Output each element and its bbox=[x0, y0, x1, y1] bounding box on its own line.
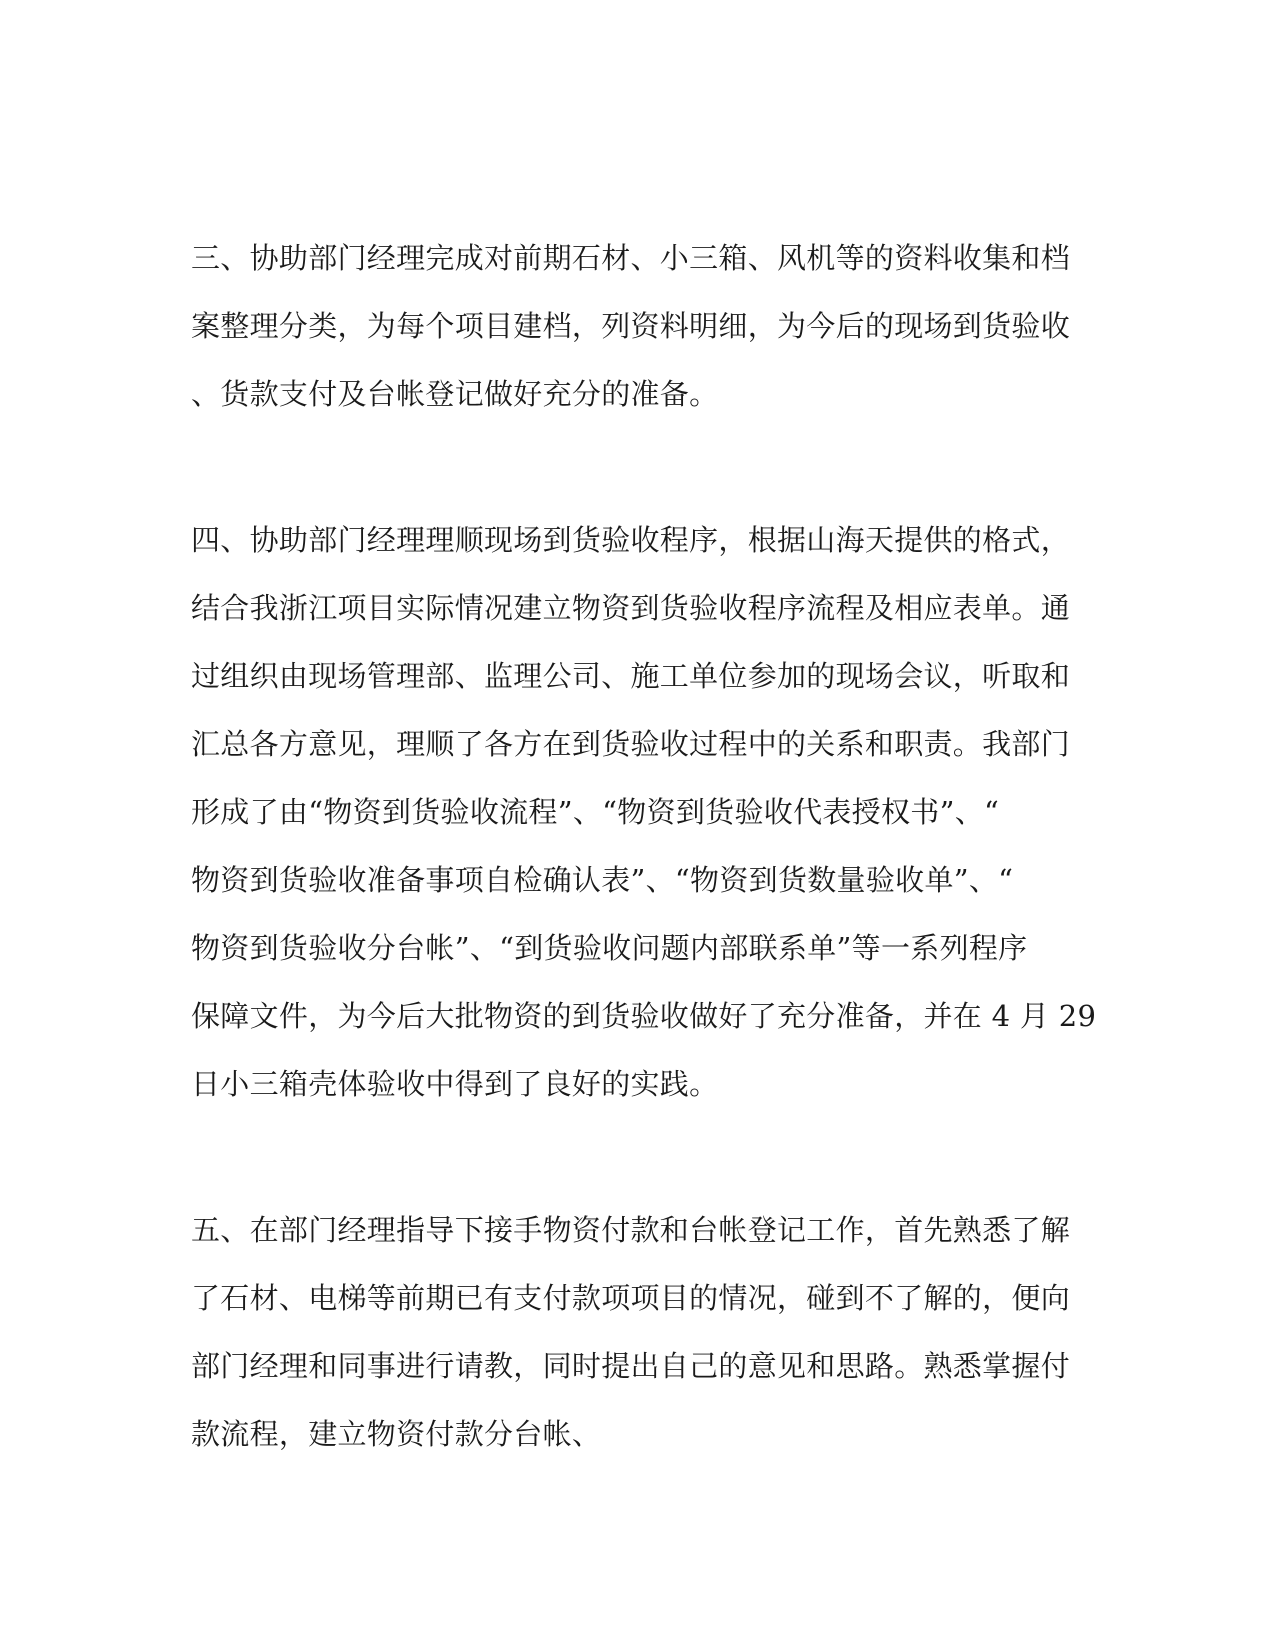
paragraph-line: 结合我浙江项目实际情况建立物资到货验收程序流程及相应表单。通 bbox=[191, 591, 1071, 625]
paragraph-4 bbox=[191, 506, 1097, 1118]
paragraph-line: 物资到货验收分台帐”、“到货验收问题内部联系单”等一系列程序 bbox=[191, 931, 1028, 965]
paragraph-line: 、货款支付及台帐登记做好充分的准备。 bbox=[191, 377, 719, 411]
paragraph-3 bbox=[191, 224, 1071, 428]
paragraph-line: 四、协助部门经理理顺现场到货验收程序，根据山海天提供的格式， bbox=[191, 523, 1071, 557]
paragraph-line: 款流程，建立物资付款分台帐、 bbox=[191, 1417, 602, 1451]
paragraph-line: 保障文件，为今后大批物资的到货验收做好了充分准备，并在 4 月 29 bbox=[191, 999, 1097, 1033]
paragraph-line: 三、协助部门经理完成对前期石材、小三箱、风机等的资料收集和档 bbox=[191, 241, 1071, 275]
paragraph-line: 过组织由现场管理部、监理公司、施工单位参加的现场会议，听取和 bbox=[191, 659, 1071, 693]
paragraph-line: 部门经理和同事进行请教，同时提出自己的意见和思路。熟悉掌握付 bbox=[191, 1349, 1071, 1383]
paragraph-line: 了石材、电梯等前期已有支付款项项目的情况，碰到不了解的，便向 bbox=[191, 1281, 1071, 1315]
paragraph-line: 日小三箱壳体验收中得到了良好的实践。 bbox=[191, 1067, 719, 1101]
paragraph-line: 形成了由“物资到货验收流程”、“物资到货验收代表授权书”、“ bbox=[191, 795, 1000, 829]
paragraph-5 bbox=[191, 1196, 1071, 1468]
paragraph-line: 五、在部门经理指导下接手物资付款和台帐登记工作，首先熟悉了解 bbox=[191, 1213, 1071, 1247]
paragraph-line: 案整理分类，为每个项目建档，列资料明细，为今后的现场到货验收 bbox=[191, 309, 1071, 343]
document-body bbox=[191, 224, 1097, 1468]
paragraph-line: 汇总各方意见，理顺了各方在到货验收过程中的关系和职责。我部门 bbox=[191, 727, 1071, 761]
paragraph-line: 物资到货验收准备事项自检确认表”、“物资到货数量验收单”、“ bbox=[191, 863, 1014, 897]
